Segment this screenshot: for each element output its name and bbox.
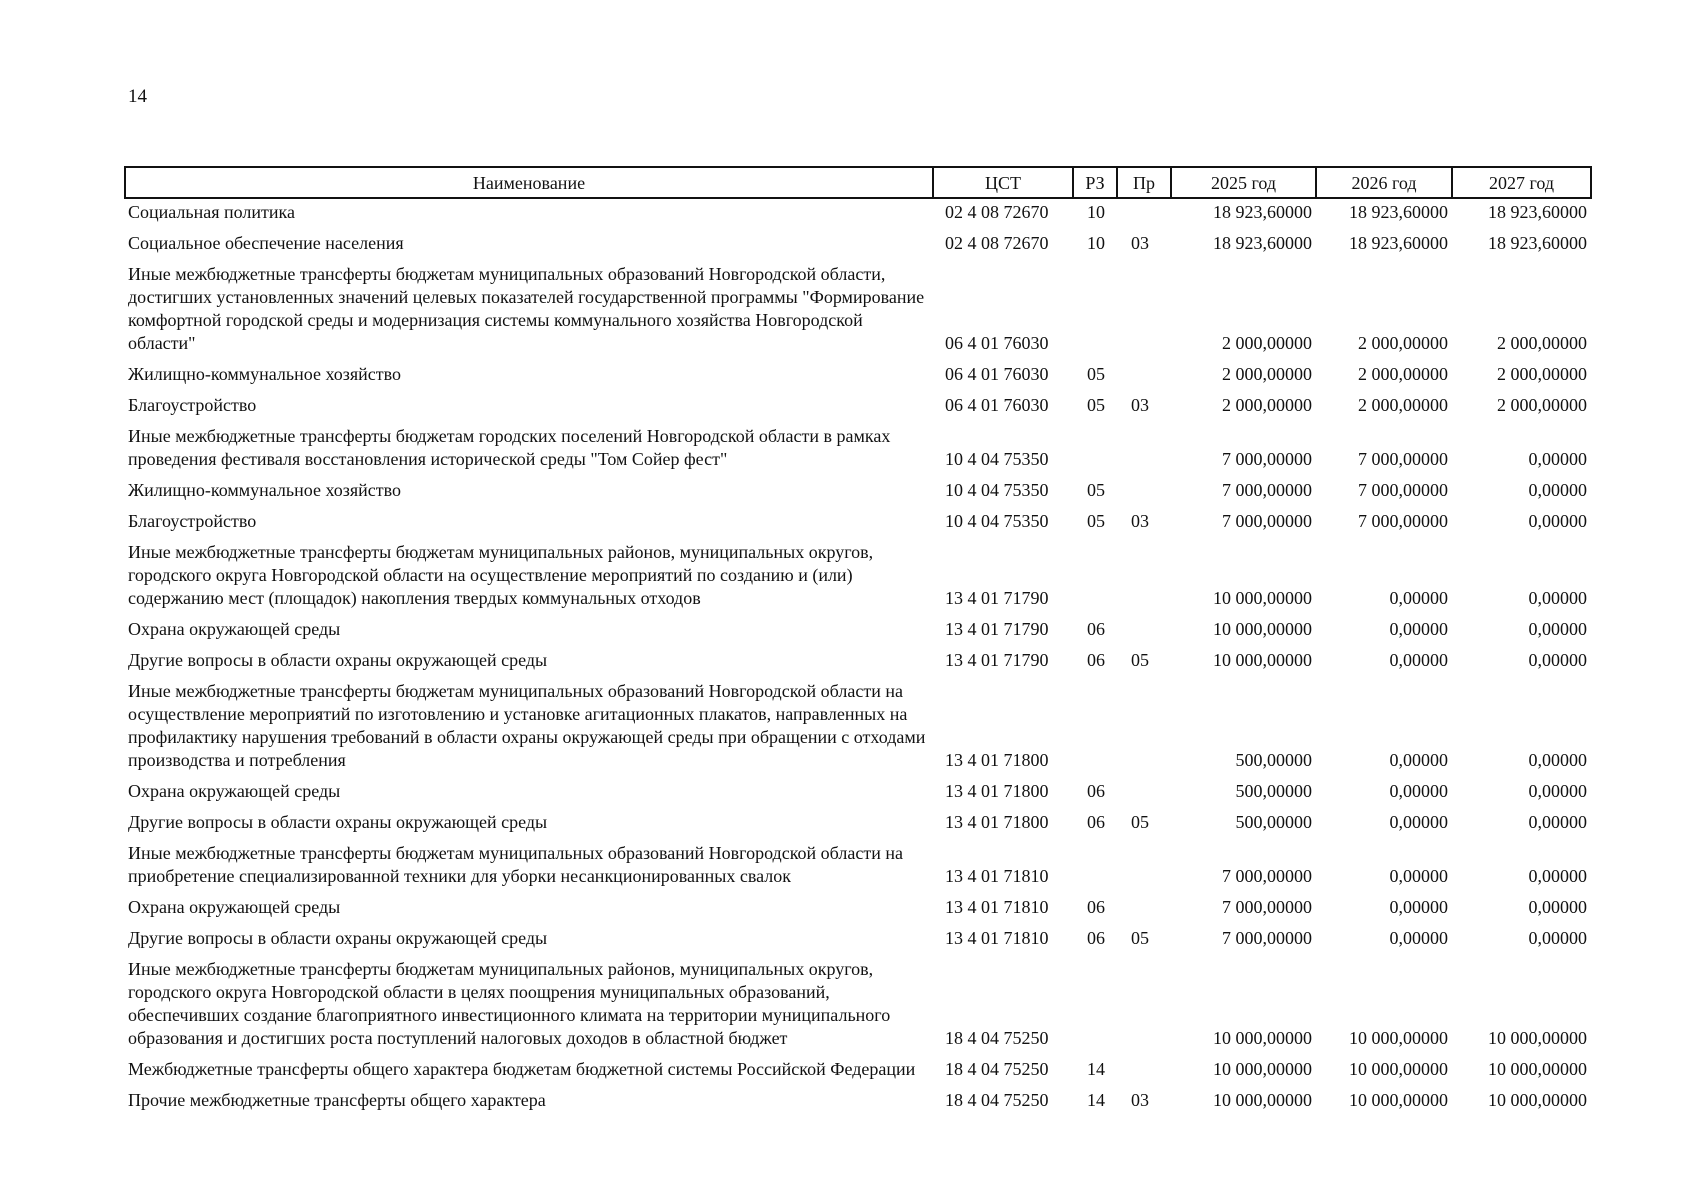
table-row [125, 419, 1591, 473]
row-rz: 10 [1087, 202, 1105, 222]
row-amount-2026: 2 000,00000 [1358, 333, 1448, 353]
row-name: Жилищно-коммунальное хозяйство [128, 364, 402, 384]
row-amount-2026: 2 000,00000 [1358, 395, 1448, 415]
row-cst: 13 4 01 71790 [945, 650, 1049, 670]
row-pr [1117, 473, 1171, 504]
row-amount-2026: 0,00000 [1389, 781, 1448, 801]
row-pr [1117, 1052, 1171, 1083]
row-name: Охрана окружающей среды [128, 781, 341, 801]
row-name: Охрана окружающей среды [128, 619, 341, 639]
table-body [125, 198, 1591, 1114]
table-row [125, 805, 1591, 836]
row-rz [1073, 674, 1117, 774]
row-amount-2026: 10 000,00000 [1349, 1059, 1448, 1079]
row-amount-2026: 0,00000 [1389, 812, 1448, 832]
header-2027: 2027 год [1452, 167, 1591, 198]
row-rz [1073, 836, 1117, 890]
row-cst: 06 4 01 76030 [945, 364, 1049, 384]
row-amount-2026: 0,00000 [1389, 866, 1448, 886]
row-amount-2026: 0,00000 [1389, 897, 1448, 917]
row-amount-2025: 2 000,00000 [1222, 395, 1312, 415]
table-row [125, 1083, 1591, 1114]
row-rz: 06 [1087, 781, 1105, 801]
row-rz [1073, 535, 1117, 612]
row-name: Иные межбюджетные трансферты бюджетам муниципальных образований Новгородской области, достигших установленных значений целевых показателей государственной программы "Формирование комфортной городской среды и модернизация системы коммунального хозяйства Новгородской области" [128, 264, 925, 353]
row-pr: 05 [1131, 928, 1149, 948]
row-cst: 13 4 01 71810 [945, 928, 1049, 948]
row-amount-2026: 7 000,00000 [1358, 449, 1448, 469]
page-number: 14 [128, 86, 147, 107]
row-amount-2026: 0,00000 [1389, 650, 1448, 670]
row-amount-2026: 0,00000 [1389, 588, 1448, 608]
header-rz: РЗ [1073, 167, 1117, 198]
header-cst: ЦСТ [933, 167, 1073, 198]
table-row [125, 198, 1591, 226]
header-pr: Пр [1117, 167, 1171, 198]
row-amount-2027: 0,00000 [1528, 928, 1587, 948]
row-amount-2026: 0,00000 [1389, 619, 1448, 639]
row-amount-2026: 10 000,00000 [1349, 1090, 1448, 1110]
row-amount-2025: 10 000,00000 [1213, 1028, 1312, 1048]
row-name: Другие вопросы в области охраны окружающей среды [128, 812, 548, 832]
row-rz [1073, 257, 1117, 357]
row-amount-2027: 0,00000 [1528, 897, 1587, 917]
table-row [125, 836, 1591, 890]
row-name: Охрана окружающей среды [128, 897, 341, 917]
row-amount-2027: 0,00000 [1528, 650, 1587, 670]
row-amount-2027: 0,00000 [1528, 480, 1587, 500]
table-row [125, 388, 1591, 419]
row-name: Иные межбюджетные трансферты бюджетам муниципальных районов, муниципальных округов, городского округа Новгородской области в целях поощрения муниципальных образований, обеспечивших создание благоприятного инвестиционного климата на территории муниципального образования и достигших роста поступлений налоговых доходов в областной бюджет [128, 959, 891, 1048]
row-amount-2025: 7 000,00000 [1222, 897, 1312, 917]
row-amount-2027: 10 000,00000 [1488, 1090, 1587, 1110]
table-row [125, 257, 1591, 357]
header-2026: 2026 год [1316, 167, 1452, 198]
row-name: Иные межбюджетные трансферты бюджетам муниципальных районов, муниципальных округов, городского округа Новгородской области на осуществление мероприятий по созданию и (или) содержанию мест (площадок) накопления твердых коммунальных отходов [128, 542, 874, 608]
table-row [125, 357, 1591, 388]
row-amount-2027: 0,00000 [1528, 812, 1587, 832]
row-rz: 06 [1087, 619, 1105, 639]
row-amount-2025: 10 000,00000 [1213, 1059, 1312, 1079]
row-pr: 03 [1131, 395, 1149, 415]
row-amount-2025: 7 000,00000 [1222, 480, 1312, 500]
row-amount-2027: 10 000,00000 [1488, 1028, 1587, 1048]
table-row [125, 643, 1591, 674]
row-amount-2027: 18 923,60000 [1488, 233, 1587, 253]
table-row [125, 921, 1591, 952]
row-name: Межбюджетные трансферты общего характера бюджетам бюджетной системы Российской Федерации [128, 1059, 916, 1079]
row-name: Социальная политика [128, 202, 295, 222]
row-amount-2027: 0,00000 [1528, 866, 1587, 886]
row-rz: 05 [1087, 480, 1105, 500]
row-cst: 18 4 04 75250 [945, 1059, 1049, 1079]
row-pr: 05 [1131, 650, 1149, 670]
row-cst: 13 4 01 71810 [945, 897, 1049, 917]
row-pr: 05 [1131, 812, 1149, 832]
row-amount-2027: 2 000,00000 [1497, 395, 1587, 415]
row-rz: 06 [1087, 928, 1105, 948]
row-cst: 02 4 08 72670 [945, 202, 1049, 222]
header-name: Наименование [125, 167, 933, 198]
table-row [125, 1052, 1591, 1083]
row-pr [1117, 952, 1171, 1052]
row-pr [1117, 535, 1171, 612]
row-name: Прочие межбюджетные трансферты общего характера [128, 1090, 546, 1110]
row-rz: 14 [1087, 1059, 1105, 1079]
row-amount-2026: 0,00000 [1389, 750, 1448, 770]
row-rz: 06 [1087, 650, 1105, 670]
row-name: Иные межбюджетные трансферты бюджетам муниципальных образований Новгородской области на приобретение специализированной техники для уборки несанкционированных свалок [128, 843, 903, 886]
table-row [125, 952, 1591, 1052]
row-amount-2027: 2 000,00000 [1497, 364, 1587, 384]
row-cst: 13 4 01 71790 [945, 619, 1049, 639]
row-amount-2025: 7 000,00000 [1222, 511, 1312, 531]
row-name: Иные межбюджетные трансферты бюджетам городских поселений Новгородской области в рамках проведения фестиваля восстановления исторической среды "Том Сойер фест" [128, 426, 891, 469]
row-amount-2025: 500,00000 [1235, 812, 1312, 832]
row-name: Другие вопросы в области охраны окружающей среды [128, 650, 548, 670]
table-row [125, 774, 1591, 805]
row-amount-2025: 10 000,00000 [1213, 650, 1312, 670]
row-amount-2026: 0,00000 [1389, 928, 1448, 948]
row-amount-2027: 0,00000 [1528, 619, 1587, 639]
row-cst: 10 4 04 75350 [945, 511, 1049, 531]
row-amount-2025: 7 000,00000 [1222, 866, 1312, 886]
row-name: Социальное обеспечение населения [128, 233, 404, 253]
row-pr [1117, 419, 1171, 473]
row-rz: 06 [1087, 812, 1105, 832]
row-rz: 05 [1087, 511, 1105, 531]
row-cst: 13 4 01 71810 [945, 866, 1049, 886]
row-pr [1117, 612, 1171, 643]
row-rz [1073, 419, 1117, 473]
row-cst: 18 4 04 75250 [945, 1028, 1049, 1048]
row-amount-2027: 10 000,00000 [1488, 1059, 1587, 1079]
row-amount-2026: 10 000,00000 [1349, 1028, 1448, 1048]
row-name: Благоустройство [128, 511, 257, 531]
row-rz: 05 [1087, 395, 1105, 415]
table-row [125, 535, 1591, 612]
row-pr [1117, 257, 1171, 357]
table-row [125, 226, 1591, 257]
row-pr [1117, 890, 1171, 921]
row-amount-2027: 0,00000 [1528, 750, 1587, 770]
row-amount-2025: 10 000,00000 [1213, 1090, 1312, 1110]
row-cst: 13 4 01 71800 [945, 812, 1049, 832]
row-amount-2025: 7 000,00000 [1222, 928, 1312, 948]
row-pr [1117, 198, 1171, 226]
row-amount-2027: 18 923,60000 [1488, 202, 1587, 222]
row-rz: 05 [1087, 364, 1105, 384]
row-cst: 10 4 04 75350 [945, 449, 1049, 469]
row-name: Благоустройство [128, 395, 257, 415]
row-cst: 10 4 04 75350 [945, 480, 1049, 500]
row-amount-2025: 500,00000 [1235, 750, 1312, 770]
row-rz: 14 [1087, 1090, 1105, 1110]
row-pr [1117, 674, 1171, 774]
row-pr: 03 [1131, 1090, 1149, 1110]
row-amount-2026: 18 923,60000 [1349, 233, 1448, 253]
row-pr [1117, 836, 1171, 890]
row-rz: 06 [1087, 897, 1105, 917]
table-row [125, 504, 1591, 535]
row-pr: 03 [1131, 233, 1149, 253]
row-name: Другие вопросы в области охраны окружающей среды [128, 928, 548, 948]
table-row [125, 612, 1591, 643]
row-name: Иные межбюджетные трансферты бюджетам муниципальных образований Новгородской области на осуществление мероприятий по изготовлению и установке агитационных плакатов, направленных на профилактику нарушения требований в области охраны окружающей среды при обращении с отходами производства и потребления [128, 681, 926, 770]
row-cst: 06 4 01 76030 [945, 333, 1049, 353]
row-pr: 03 [1131, 511, 1149, 531]
row-amount-2027: 2 000,00000 [1497, 333, 1587, 353]
budget-table [124, 166, 1592, 1114]
row-cst: 02 4 08 72670 [945, 233, 1049, 253]
row-amount-2026: 7 000,00000 [1358, 480, 1448, 500]
row-amount-2026: 2 000,00000 [1358, 364, 1448, 384]
row-cst: 13 4 01 71800 [945, 781, 1049, 801]
row-cst: 18 4 04 75250 [945, 1090, 1049, 1110]
row-cst: 06 4 01 76030 [945, 395, 1049, 415]
row-cst: 13 4 01 71790 [945, 588, 1049, 608]
row-amount-2025: 2 000,00000 [1222, 333, 1312, 353]
row-amount-2025: 18 923,60000 [1213, 202, 1312, 222]
row-rz [1073, 952, 1117, 1052]
row-amount-2025: 18 923,60000 [1213, 233, 1312, 253]
row-amount-2026: 18 923,60000 [1349, 202, 1448, 222]
row-rz: 10 [1087, 233, 1105, 253]
row-name: Жилищно-коммунальное хозяйство [128, 480, 402, 500]
table-row [125, 674, 1591, 774]
row-amount-2025: 7 000,00000 [1222, 449, 1312, 469]
row-amount-2026: 7 000,00000 [1358, 511, 1448, 531]
row-amount-2027: 0,00000 [1528, 449, 1587, 469]
row-amount-2025: 10 000,00000 [1213, 588, 1312, 608]
row-amount-2025: 500,00000 [1235, 781, 1312, 801]
table-header-row [125, 167, 1591, 198]
header-2025: 2025 год [1171, 167, 1316, 198]
row-amount-2027: 0,00000 [1528, 588, 1587, 608]
row-amount-2027: 0,00000 [1528, 511, 1587, 531]
row-amount-2027: 0,00000 [1528, 781, 1587, 801]
row-amount-2025: 10 000,00000 [1213, 619, 1312, 639]
table-row [125, 473, 1591, 504]
row-amount-2025: 2 000,00000 [1222, 364, 1312, 384]
table-row [125, 890, 1591, 921]
row-pr [1117, 774, 1171, 805]
row-pr [1117, 357, 1171, 388]
row-cst: 13 4 01 71800 [945, 750, 1049, 770]
